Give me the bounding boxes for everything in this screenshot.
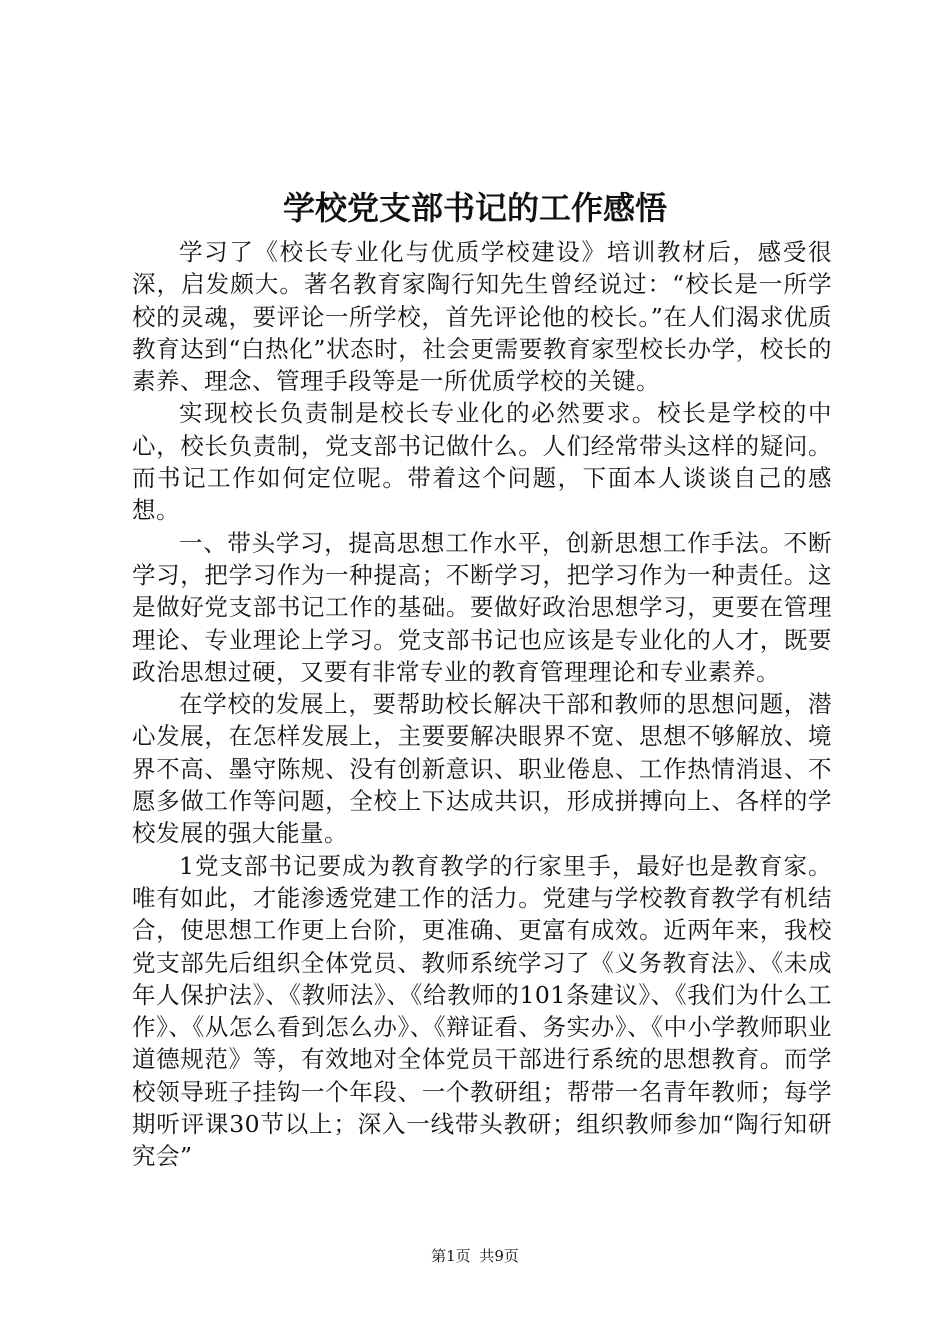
page-number: 第1页 bbox=[431, 1247, 471, 1265]
page-footer bbox=[0, 1246, 950, 1266]
paragraph: 一、带头学习，提高思想工作水平，创新思想工作手法。不断学习，把学习作为一种提高；不断学习，把学习作为一种责任。这是做好党支部书记工作的基础。要做好政治思想学习，更要在管理理论、专业理论上学习。党支部书记也应该是专业化的人才，既要政治思想过硬，又要有非常专业的教育管理理论和专业素养。 bbox=[132, 528, 832, 686]
page-total: 共9页 bbox=[479, 1247, 519, 1265]
document-body bbox=[132, 236, 832, 1173]
paragraph: 实现校长负责制是校长专业化的必然要求。校长是学校的中心，校长负责制，党支部书记做什么。人们经常带头这样的疑问。而书记工作如何定位呢。带着这个问题，下面本人谈谈自己的感想。 bbox=[132, 399, 832, 525]
document-title: 学校党支部书记的工作感悟 bbox=[282, 189, 667, 227]
paragraph: 1党支部书记要成为教育教学的行家里手，最好也是教育家。唯有如此，才能渗透党建工作的活力。党建与学校教育教学有机结合，使思想工作更上台阶，更准确、更富有成效。近两年来，我校党支部先后组织全体党员、教师系统学习了《义务教育法》、《未成年人保护法》、《教师法》、《给教师的101条建议》、《我们为什么工作》、《从怎么看到怎么办》、《辩证看、务实办》、《中小学教师职业道德规范》等，有效地对全体党员干部进行系统的思想教育。而学校领导班子挂钩一个年段、一个教研组；帮带一名青年教师；每学期听评课30节以上；深入一线带头教研；组织教师参加“陶行知研究会” bbox=[132, 851, 832, 1171]
paragraph: 学习了《校长专业化与优质学校建设》培训教材后，感受很深，启发颇大。著名教育家陶行知先生曾经说过：“校长是一所学校的灵魂，要评论一所学校，首先评论他的校长。”在人们渴求优质教育达到“白热化”状态时，社会更需要教育家型校长办学，校长的素养、理念、管理手段等是一所优质学校的关键。 bbox=[132, 238, 832, 396]
paragraph: 在学校的发展上，要帮助校长解决干部和教师的思想问题，潜心发展，在怎样发展上，主要要解决眼界不宽、思想不够解放、境界不高、墨守陈规、没有创新意识、职业倦息、工作热情消退、不愿多做工作等问题，全校上下达成共识，形成拼搏向上、各样的学校发展的强大能量。 bbox=[132, 690, 832, 848]
